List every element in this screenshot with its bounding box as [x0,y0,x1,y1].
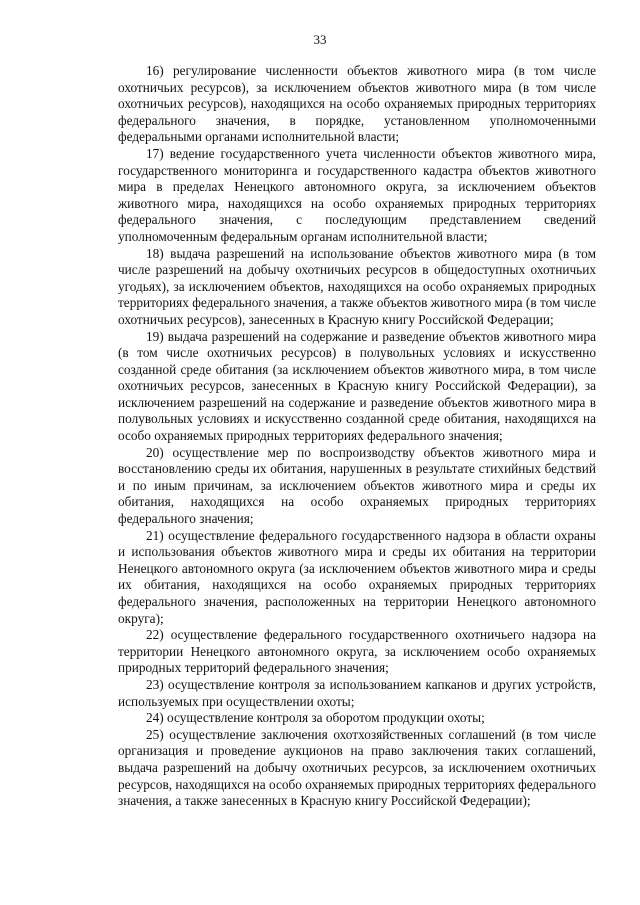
document-body [118,63,596,810]
clause-18: 18) выдача разрешений на использование объектов животного мира (в том числе разрешений на добычу охотничьих ресурсов в общедоступных охотничьих угодьях), за исключением объектов, находящихся на особо охраняемых природных территориях федерального значения, а также объектов животного мира (в том числе охотничьих ресурсов), занесенных в Красную книгу Российской Федерации; [118,245,596,327]
clause-25: 25) осуществление заключения охотхозяйственных соглашений (в том числе организация и проведение аукционов на право заключения таких соглашений, выдача разрешений на добычу охотничьих ресурсов, за исключением охотничьих ресурсов, находящихся на особо охраняемых природных территориях федерального значения, а также занесенных в Красную книгу Российской Федерации); [118,726,596,809]
clause-19: 19) выдача разрешений на содержание и разведение объектов животного мира (в том числе охотничьих ресурсов) в полувольных условиях и искусственно созданной среде обитания (за исключением объектов животного мира, в том числе охотничьих ресурсов, занесенных в Красную книгу Российской Федерации), за исключением разрешений на содержание и разведение объектов животного мира в полувольных условиях и искусственно созданной среде обитания, находящихся на особо охраняемых природных территориях федерального значения; [118,328,596,444]
clause-21: 21) осуществление федерального государственного надзора в области охраны и использования объектов животного мира и среды их обитания на территории Ненецкого автономного округа (за исключением объектов животного мира и среды их обитания, находящихся на особо охраняемых природных территориях федерального значения, расположенных на территории Ненецкого автономного округа); [118,527,596,626]
clause-24: 24) осуществление контроля за оборотом продукции охоты; [146,710,485,726]
clause-20: 20) осуществление мер по воспроизводству объектов животного мира и восстановлению среды их обитания, нарушенных в результате стихийных бедствий и по иным причинам, за исключением объектов животного мира и среды их обитания, находящихся на особо охраняемых природных территориях федерального значения; [118,444,596,527]
page-number: 33 [313,32,327,47]
clause-23: 23) осуществление контроля за использованием капканов и других устройств, используемых при осуществлении охоты; [118,676,596,709]
clause-16: 16) регулирование численности объектов животного мира (в том числе охотничьих ресурсов), за исключением объектов животного мира (в том числе охотничьих ресурсов), находящихся на особо охраняемых природных территориях федерального значения, в порядке, установленном уполномоченными федеральными органами исполнительной власти; [118,63,596,145]
clause-17: 17) ведение государственного учета численности объектов животного мира, государственного мониторинга и государственного кадастра объектов животного мира в пределах Ненецкого автономного округа, за исключением объектов животного мира, находящихся на особо охраняемых природных территориях федерального значения, с последующим представлением сведений уполномоченным федеральным органам исполнительной власти; [118,145,596,244]
clause-22: 22) осуществление федерального государственного охотничьего надзора на территории Ненецкого автономного округа, за исключением особо охраняемых природных территорий федерального значения; [118,627,596,676]
